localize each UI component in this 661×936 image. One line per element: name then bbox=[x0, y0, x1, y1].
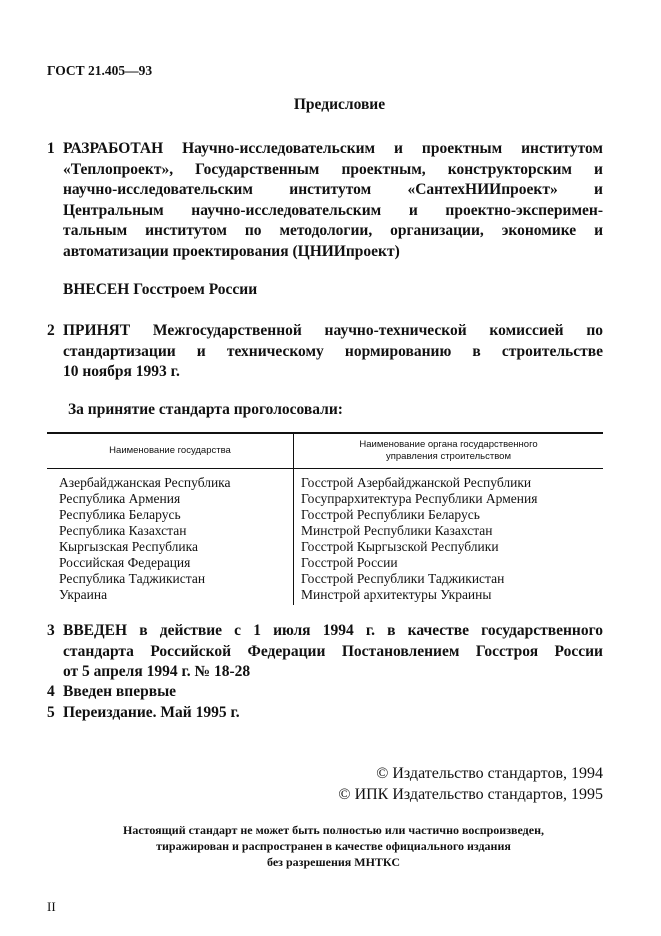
section-2-line: 10 ноября 1993 г. bbox=[63, 363, 180, 380]
section-4 bbox=[47, 682, 603, 703]
table-cell-state: Республика Казахстан bbox=[59, 523, 187, 538]
table-cell-authority: Госстрой Кыргызской Республики bbox=[301, 539, 499, 554]
section-1 bbox=[47, 139, 603, 262]
notice-line: тиражирован и распространен в качестве официального издания bbox=[156, 839, 511, 853]
table-cell-authority: Госстрой Республики Таджикистан bbox=[301, 571, 505, 586]
notice-line: Настоящий стандарт не может быть полностью или частично воспроизведен, bbox=[122, 823, 544, 837]
section-5-text: Переиздание. Май 1995 г. bbox=[63, 704, 240, 721]
introduced-by: ВНЕСЕН Госстроем России bbox=[63, 281, 258, 298]
table-cell-state: Украина bbox=[59, 587, 108, 602]
table-cell-state: Азербайджанская Республика bbox=[59, 475, 231, 490]
table-cell-authority: Минстрой архитектуры Украины bbox=[301, 587, 492, 602]
section-1-line: автоматизации проектирования (ЦНИИпроект) bbox=[63, 242, 400, 260]
section-1-line: «Теплопроект», Государственным проектным, конструкторским и bbox=[63, 160, 603, 178]
section-2 bbox=[47, 321, 603, 383]
section-number: 1 bbox=[47, 140, 55, 157]
section-1-line: РАЗРАБОТАН Научно-исследовательским и проектным институтом bbox=[63, 140, 603, 157]
table-header-authority bbox=[294, 434, 603, 468]
table-cell-authority: Госстрой Республики Беларусь bbox=[301, 507, 480, 522]
authority-column bbox=[301, 475, 537, 603]
section-3 bbox=[47, 621, 603, 683]
copyright-1994: © Издательство стандартов, 1994 bbox=[376, 765, 603, 782]
page-title: Предисловие bbox=[293, 96, 386, 113]
table-cell-authority: Минстрой Республики Казахстан bbox=[301, 523, 493, 538]
voting-table bbox=[47, 432, 603, 606]
table-cell-authority: Госстрой Азербайджанской Республики bbox=[301, 475, 532, 490]
notice-line: без разрешения МНТКС bbox=[267, 855, 400, 869]
document-code: ГОСТ 21.405—93 bbox=[47, 63, 153, 78]
table-cell-state: Российская Федерация bbox=[59, 555, 191, 570]
section-1-line: Центральным научно-исследовательским и проектно-эксперимен- bbox=[63, 201, 603, 219]
section-3-line: ВВЕДЕН в действие с 1 июля 1994 г. в качестве государственного bbox=[63, 622, 603, 639]
table-header-state: Наименование государства bbox=[109, 445, 231, 456]
state-column bbox=[59, 475, 231, 603]
copyright-1995: © ИПК Издательство стандартов, 1995 bbox=[338, 786, 603, 803]
table-cell-state: Республика Беларусь bbox=[59, 507, 181, 522]
section-number: 5 bbox=[47, 704, 55, 721]
section-3-line: от 5 апреля 1994 г. № 18-28 bbox=[63, 663, 251, 680]
table-cell-state: Республика Армения bbox=[59, 491, 181, 506]
page-number: II bbox=[47, 899, 56, 914]
table-header-authority-text: Наименование органа государственного управления строительством bbox=[359, 439, 538, 462]
section-1-line: тальным институтом по методологии, организации, экономике и bbox=[63, 222, 603, 239]
table-cell-authority: Госупрархитектура Республики Армения bbox=[301, 491, 538, 506]
table-header-rule bbox=[47, 468, 603, 469]
section-number: 3 bbox=[47, 622, 55, 639]
reproduction-notice bbox=[0, 822, 661, 870]
section-1-line: научно-исследовательским институтом «СантехНИИпроект» и bbox=[63, 181, 603, 198]
table-cell-state: Республика Таджикистан bbox=[59, 571, 206, 586]
section-number: 2 bbox=[47, 322, 55, 339]
table-cell-state: Кыргызская Республика bbox=[59, 539, 198, 554]
section-4-text: Введен впервые bbox=[63, 683, 177, 700]
section-2-line: стандартизации и техническому нормированию в строительстве bbox=[63, 342, 603, 360]
table-cell-authority: Госстрой России bbox=[301, 555, 398, 570]
section-number: 4 bbox=[47, 683, 55, 700]
section-3-line: стандарта Российской Федерации Постановлением Госстроя России bbox=[63, 642, 603, 660]
section-2-line: ПРИНЯТ Межгосударственной научно-технической комиссией по bbox=[63, 322, 603, 339]
section-5 bbox=[47, 703, 603, 724]
voted-title: За принятие стандарта проголосовали: bbox=[68, 401, 343, 418]
